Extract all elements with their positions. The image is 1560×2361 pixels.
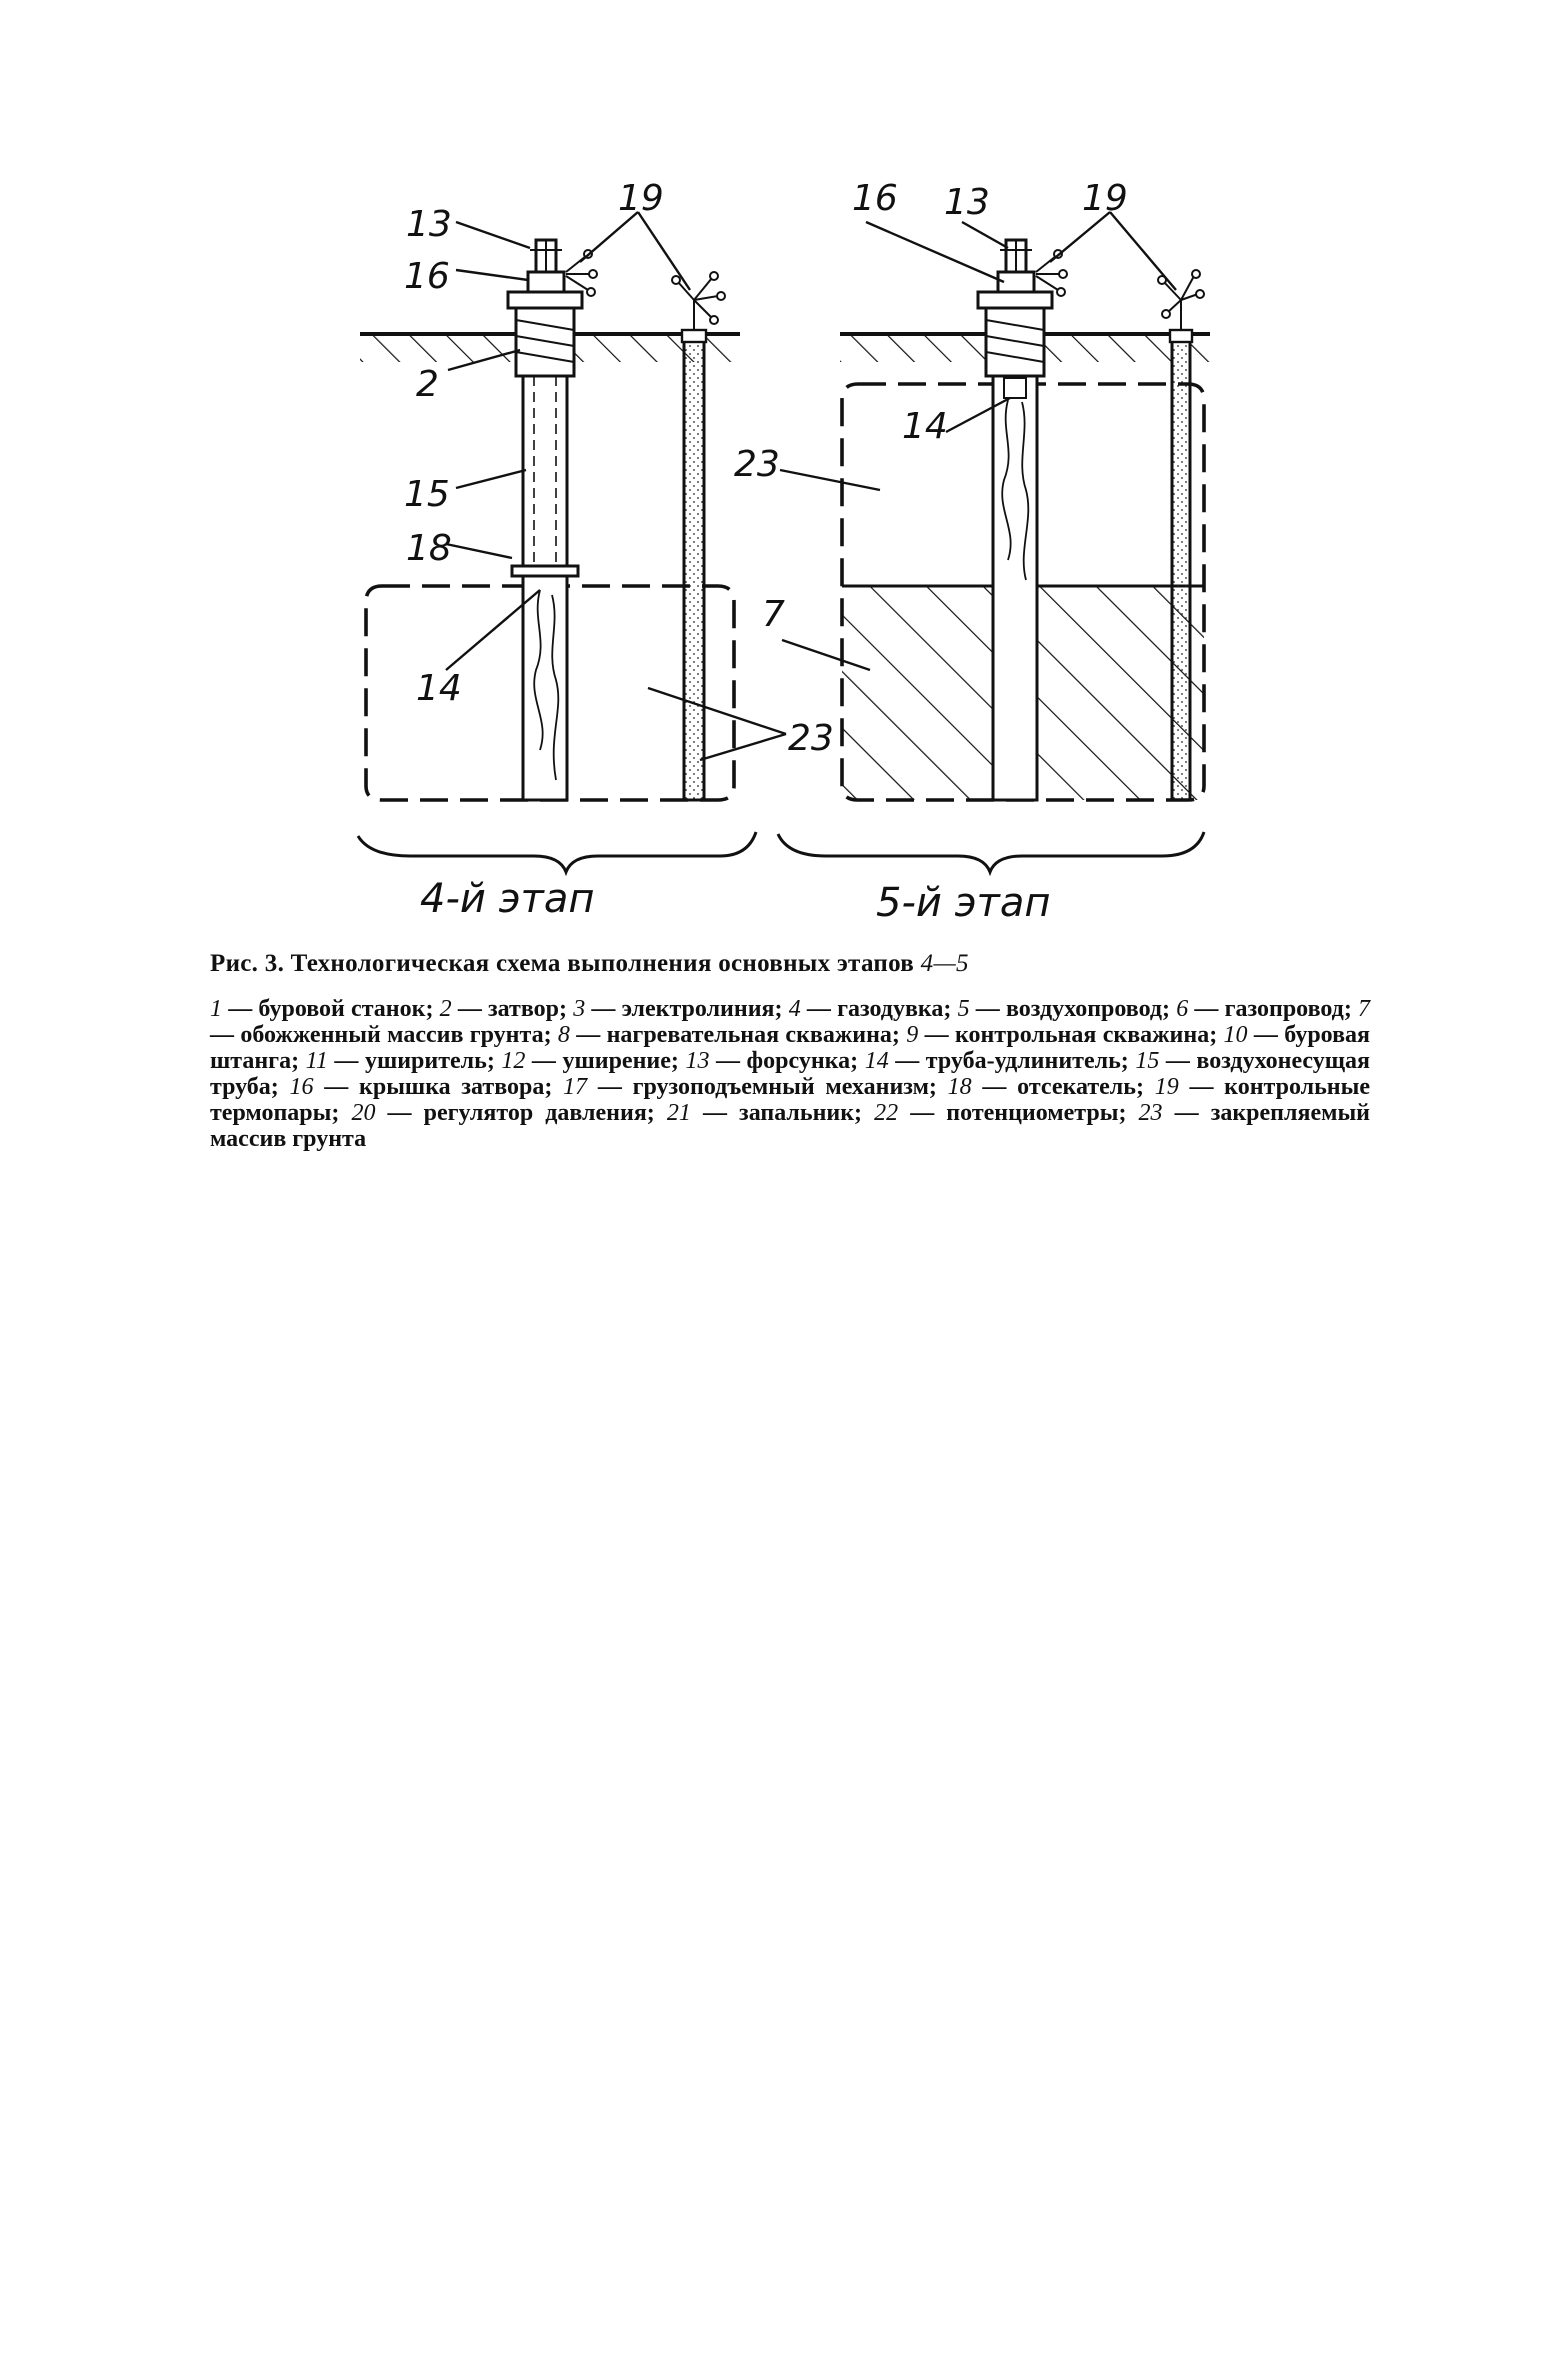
legend-item bbox=[306, 1048, 502, 1074]
extension-pipe-right bbox=[993, 376, 1037, 800]
legend-item-text: — контрольные термопары; bbox=[210, 1074, 1371, 1126]
legend-item-number: 7 bbox=[1358, 996, 1371, 1022]
legend-item bbox=[789, 996, 958, 1022]
thermocouples-right-control bbox=[1158, 270, 1204, 330]
thermocouples-right-well bbox=[1036, 250, 1067, 296]
legend-item-text: — закрепляемый массив грунта bbox=[210, 1100, 1371, 1152]
legend-item-text: — грузоподъемный механизм; bbox=[587, 1074, 948, 1100]
legend-item bbox=[874, 1100, 1138, 1126]
cover-flange-left bbox=[528, 272, 564, 292]
callout-13-right: 13 bbox=[944, 182, 990, 223]
legend-item bbox=[667, 1100, 874, 1126]
shutter-cover-left bbox=[508, 292, 582, 308]
legend-item-text: — электролиния; bbox=[585, 996, 789, 1022]
legend-item-number: 16 bbox=[289, 1074, 314, 1100]
legend-item-number: 15 bbox=[1135, 1048, 1160, 1074]
legend-item-text: — труба-удлинитель; bbox=[888, 1048, 1136, 1074]
legend-item-number: 2 bbox=[439, 996, 452, 1022]
legend-item-number: 22 bbox=[874, 1100, 899, 1126]
brace-stage-5 bbox=[778, 832, 1204, 872]
legend-item-text: — регулятор давления; bbox=[375, 1100, 667, 1126]
legend-item-number: 20 bbox=[351, 1100, 376, 1126]
callout-15-left: 15 bbox=[404, 474, 450, 515]
callout-19-right: 19 bbox=[1082, 178, 1128, 219]
legend-list bbox=[210, 996, 1370, 1152]
control-well-right bbox=[1172, 334, 1190, 800]
legend-item-number: 23 bbox=[1138, 1100, 1163, 1126]
legend-item bbox=[865, 1048, 1136, 1074]
legend-item-number: 6 bbox=[1176, 996, 1189, 1022]
legend-item bbox=[290, 1074, 564, 1100]
legend-item bbox=[558, 1022, 906, 1048]
legend-item-number: 4 bbox=[788, 996, 801, 1022]
legend-item-number: 21 bbox=[666, 1100, 691, 1126]
legend-item-text: — воздухопровод; bbox=[969, 996, 1177, 1022]
callout-16-left: 16 bbox=[404, 256, 450, 297]
legend-item bbox=[573, 996, 789, 1022]
legend-item-number: 14 bbox=[864, 1048, 889, 1074]
legend-item-text: — обожженный массив грунта; bbox=[210, 1022, 558, 1048]
legend-item-text: — буровая штанга; bbox=[210, 1022, 1371, 1074]
stage-4-label: 4-й этап bbox=[420, 876, 595, 922]
legend-item-text: — форсунка; bbox=[709, 1048, 865, 1074]
legend-item-text: — буровой станок; bbox=[222, 996, 440, 1022]
legend-item-text: — отсекатель; bbox=[971, 1074, 1155, 1100]
legend-item-number: 19 bbox=[1154, 1074, 1179, 1100]
legend-item-number: 5 bbox=[957, 996, 970, 1022]
technological-scheme-diagram bbox=[0, 0, 1560, 1000]
legend-item-number: 12 bbox=[501, 1048, 526, 1074]
legend-item-number: 17 bbox=[563, 1074, 588, 1100]
stage-5-label: 5-й этап bbox=[876, 880, 1051, 926]
legend-item-text: — потенциометры; bbox=[898, 1100, 1139, 1126]
callout-7-right: 7 bbox=[762, 594, 785, 635]
legend-item-number: 18 bbox=[947, 1074, 972, 1100]
legend-item bbox=[501, 1048, 685, 1074]
caption-title-text: Рис. 3. Технологическая схема выполнения основных этапов bbox=[210, 950, 915, 977]
legend-item-number: 10 bbox=[1223, 1022, 1248, 1048]
callout-2-left: 2 bbox=[416, 364, 439, 405]
legend-item bbox=[685, 1048, 864, 1074]
legend-item-text: — крышка затвора; bbox=[313, 1074, 564, 1100]
callout-19-left: 19 bbox=[618, 178, 664, 219]
legend-item bbox=[948, 1074, 1155, 1100]
legend-item-text: — газодувка; bbox=[800, 996, 958, 1022]
shutter-cover-right bbox=[978, 292, 1052, 308]
callout-13-left: 13 bbox=[406, 204, 452, 245]
legend-item-number: 11 bbox=[305, 1048, 328, 1074]
extension-pipe-left bbox=[523, 576, 567, 800]
legend-item-text: — нагревательная скважина; bbox=[569, 1022, 907, 1048]
legend-item bbox=[906, 1022, 1223, 1048]
stage-5-scheme bbox=[734, 178, 1210, 926]
legend-item bbox=[351, 1100, 666, 1126]
callout-23-right: 23 bbox=[734, 444, 780, 485]
legend-item-text: — запальник; bbox=[690, 1100, 875, 1126]
caption-stage-range: 4—5 bbox=[920, 950, 969, 977]
air-pipe-left bbox=[523, 376, 567, 566]
legend-item-text: — затвор; bbox=[451, 996, 574, 1022]
brace-stage-4 bbox=[358, 832, 756, 872]
legend-item bbox=[563, 1074, 948, 1100]
legend-item-text: — уширитель; bbox=[327, 1048, 502, 1074]
callout-23-left: 23 bbox=[788, 718, 834, 759]
legend-item-text: — уширение; bbox=[525, 1048, 686, 1074]
caption-title bbox=[210, 950, 1370, 978]
legend-item-number: 9 bbox=[906, 1022, 919, 1048]
thermocouples-left-well bbox=[566, 250, 597, 296]
legend-item-text: — газопровод; bbox=[1188, 996, 1359, 1022]
legend-item bbox=[440, 996, 574, 1022]
control-well-left bbox=[684, 334, 704, 800]
callout-18-left: 18 bbox=[406, 528, 452, 569]
callout-14-left: 14 bbox=[416, 668, 462, 709]
legend-item bbox=[210, 996, 440, 1022]
legend-item-number: 8 bbox=[557, 1022, 570, 1048]
callout-16-right: 16 bbox=[852, 178, 898, 219]
legend-item-number: 13 bbox=[685, 1048, 710, 1074]
legend-item bbox=[958, 996, 1177, 1022]
thermocouples-left-control bbox=[672, 272, 725, 330]
callout-14-right: 14 bbox=[902, 406, 948, 447]
legend-item-number: 1 bbox=[210, 996, 222, 1022]
legend-item bbox=[1176, 996, 1358, 1022]
legend-item-text: — контрольная скважина; bbox=[918, 1022, 1224, 1048]
figure-caption bbox=[210, 950, 1370, 1152]
legend-item-number: 3 bbox=[573, 996, 586, 1022]
legend-item-text: — воздухонесущая труба; bbox=[210, 1048, 1371, 1100]
stage-4-scheme bbox=[358, 178, 834, 922]
